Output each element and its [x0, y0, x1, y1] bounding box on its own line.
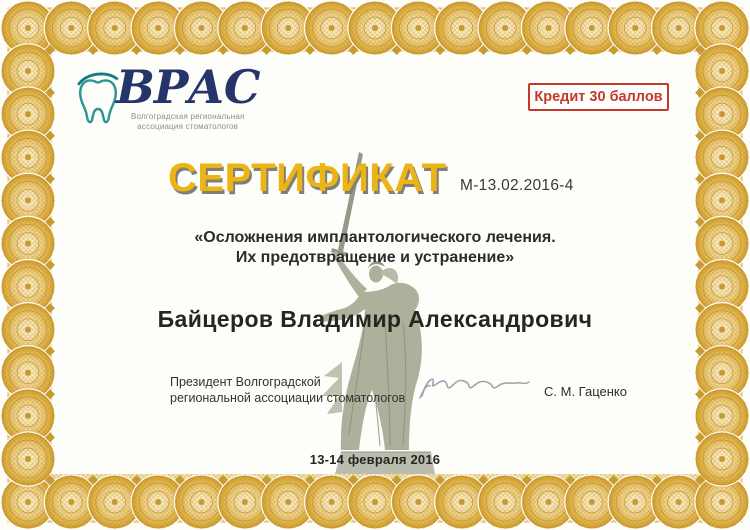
logo-acronym: ВРАС	[116, 60, 260, 114]
logo-caption-line1: Волгоградская региональная	[131, 112, 245, 121]
course-title	[0, 228, 750, 268]
certificate-number: М-13.02.2016-4	[460, 177, 574, 194]
course-title-line1: «Осложнения имплантологического лечения.	[194, 229, 556, 246]
credit-badge: Кредит 30 баллов	[528, 83, 669, 111]
course-title-line2: Их предотвращение и устранение»	[235, 249, 515, 266]
tooth-icon	[76, 70, 120, 126]
issuer-line1: Президент Волгоградской	[170, 375, 321, 389]
vras-logo	[76, 60, 260, 131]
logo-caption	[116, 112, 260, 131]
signer-name: С. М. Гаценко	[544, 384, 627, 399]
event-date: 13-14 февраля 2016	[309, 452, 441, 467]
recipient-name: Байцеров Владимир Александрович	[157, 306, 593, 332]
signature	[418, 368, 536, 406]
issuer-title	[170, 375, 405, 406]
certificate-title: СЕРТИФИКАТ	[168, 156, 447, 200]
logo-text	[116, 60, 260, 131]
issuer-line2: региональной ассоциации стоматологов	[170, 390, 406, 405]
logo-caption-line2: ассоциация стоматологов	[137, 121, 239, 131]
